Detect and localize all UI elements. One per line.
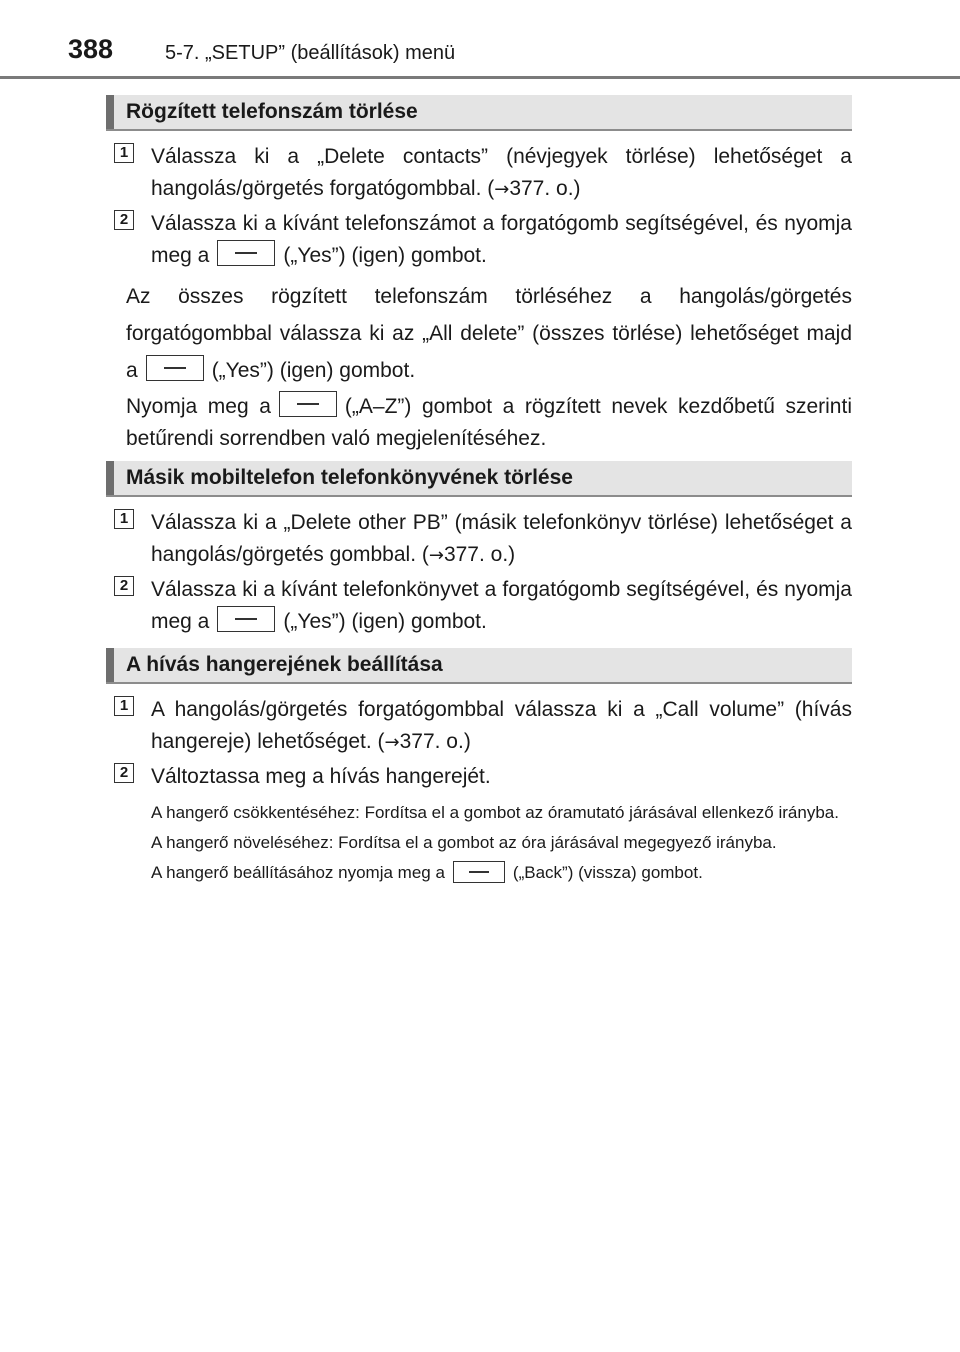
page-reference[interactable]: 377. o.) [509,177,581,200]
step-text-part: Válassza ki a kívánt telefonszámot a forgatógomb segítségével, és nyomja meg a [151,212,852,267]
step-text: Változtassa meg a hívás hangerejét. [151,765,491,788]
note-paragraph [151,861,852,885]
page-reference-arrow-icon: → [428,545,444,566]
step-text [151,694,852,759]
page-reference-arrow-icon: → [494,179,510,200]
chapter-title: 5-7. „SETUP” (beállítások) menü [165,42,456,64]
step-number-badge: 2 [114,576,134,596]
button-symbol-icon [217,606,275,632]
section-heading [106,461,852,497]
section-heading-text: Másik mobiltelefon telefonkönyvének törlése [126,466,573,489]
page-reference-arrow-icon: → [384,732,400,753]
step-item [106,507,852,572]
section-heading-text: A hívás hangerejének beállítása [126,653,443,676]
page-reference[interactable]: 377. o.) [443,543,516,566]
header-divider [0,76,960,79]
step-item [106,761,852,793]
paragraph-text: („A–Z”) gombot a rögzített nevek kezdőbetű szerinti betűrendi sorrendben való megjelenítéséhez. [126,395,852,450]
note-paragraph: A hangerő csökkentéséhez: Fordítsa el a gombot az óramutató járásával ellenkező irányba. [151,803,839,822]
button-symbol-icon [146,355,204,381]
button-symbol-icon [217,240,275,266]
note-paragraph: A hangerő növeléséhez: Fordítsa el a gombot az óra járásával megegyező irányba. [151,833,777,852]
step-number-badge: 2 [114,210,134,230]
page-number: 388 [68,34,114,64]
section-heading [106,648,852,684]
section-heading-text: Rögzített telefonszám törlése [126,100,418,123]
button-symbol-icon [279,391,337,417]
note-text: („Back”) (vissza) gombot. [512,863,703,882]
step-item [106,574,852,638]
step-number-badge: 1 [114,509,134,529]
step-item [106,694,852,759]
paragraph [126,391,852,455]
paragraph-text: Az összes rögzített telefonszám törléséhez a hangolás/görgetés forgatógombbal válassza ki az „All delete” (összes törlése) lehetőséget majd a [126,285,852,382]
section-delete-other-phonebook [106,461,852,638]
step-number-badge: 1 [114,143,134,163]
step-text [151,574,852,638]
step-text-part: Válassza ki a „Delete contacts” (névjegyek törlése) lehetőséget a hangolás/görgetés forgatógombbal. ( [151,145,852,200]
section-delete-registered-number [106,95,852,455]
step-text [151,208,852,272]
page-reference[interactable]: 377. o.) [399,730,471,753]
step-text [151,141,852,206]
section-call-volume [106,648,852,885]
step-text-part: Válassza ki a „Delete other PB” (másik telefonkönyv törlése) lehetőséget a hangolás/görgetés gombbal. ( [151,511,852,566]
page-header [0,0,960,80]
step-item [106,208,852,272]
button-symbol-icon [453,861,505,883]
paragraph [126,278,852,389]
step-text-part: („Yes”) (igen) gombot. [283,610,487,633]
note-text: A hangerő beállításához nyomja meg a [151,863,445,882]
section-heading [106,95,852,131]
paragraph-text: („Yes”) (igen) gombot. [211,359,416,382]
step-text-part: Válassza ki a kívánt telefonkönyvet a forgatógomb segítségével, és nyomja meg a [151,578,852,633]
step-text-part: A hangolás/görgetés forgatógombbal válassza ki a „Call volume” (hívás hangereje) lehetőséget. ( [151,698,852,753]
step-number-badge: 1 [114,696,134,716]
step-text-part: („Yes”) (igen) gombot. [283,244,487,267]
step-item [106,141,852,206]
step-number-badge: 2 [114,763,134,783]
paragraph-text: Nyomja meg a [126,395,271,418]
step-text [151,507,852,572]
